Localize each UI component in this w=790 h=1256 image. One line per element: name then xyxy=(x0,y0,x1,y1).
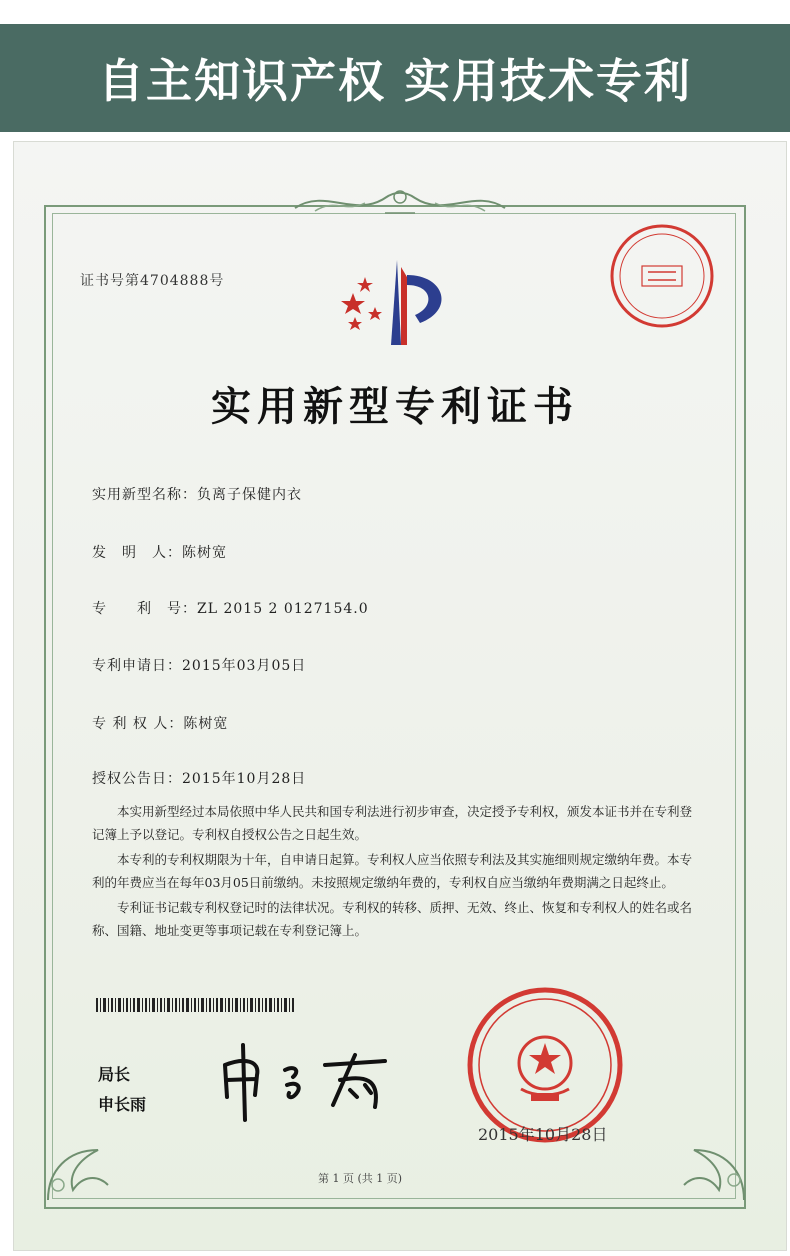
barcode-icon xyxy=(96,998,296,1012)
field-value: 2015年10月28日 xyxy=(182,771,307,787)
page-number: 第 1 页 (共 1 页) xyxy=(317,1172,403,1185)
agency-stamp-icon xyxy=(608,222,716,330)
certificate-title: 实用新型专利证书 xyxy=(211,383,579,430)
signatory-title: 局长 xyxy=(98,1065,131,1084)
official-seal-icon xyxy=(465,985,625,1145)
banner-title: 自主知识产权 实用技术专利 xyxy=(97,54,692,108)
field-utility-model-name xyxy=(92,484,302,504)
seal-date: 2015年10月28日 xyxy=(478,1125,608,1144)
field-value: 2015年03月05日 xyxy=(182,658,307,674)
field-patentee xyxy=(92,713,228,733)
field-label: 专利申请日： xyxy=(92,658,182,674)
body-paragraph: 本专利的专利权期限为十年，自申请日起算。专利权人应当依照专利法及其实施细则规定缴纳年费。本专利的年费应当在每年03月05日前缴纳。未按照规定缴纳年费的，专利权自应当缴纳年费期满之日起终止。 xyxy=(92,852,693,890)
body-paragraph: 本实用新型经过本局依照中华人民共和国专利法进行初步审查，决定授予专利权，颁发本证书并在专利登记簿上予以登记。专利权自授权公告之日起生效。 xyxy=(92,804,693,842)
field-value: 负离子保健内衣 xyxy=(197,487,302,503)
field-label: 专 利 号： xyxy=(92,601,197,617)
field-label: 授权公告日： xyxy=(92,771,182,787)
field-application-date xyxy=(92,655,306,675)
field-inventor xyxy=(92,542,227,562)
corner-ornament-icon xyxy=(664,1120,754,1210)
certificate-number: 证书号第4704888号 xyxy=(80,273,225,289)
field-label: 专 利 权 人： xyxy=(92,716,184,732)
field-patent-number xyxy=(92,598,369,618)
top-ornament-icon xyxy=(285,183,515,223)
field-value: 陈树宽 xyxy=(182,545,227,561)
patent-office-emblem-icon xyxy=(335,255,475,355)
handwritten-signature-icon xyxy=(215,1035,395,1125)
field-value: 陈树宽 xyxy=(183,716,229,732)
certificate-body-text xyxy=(92,800,692,944)
signatory-name: 申长雨 xyxy=(98,1095,147,1114)
field-value: ZL 2015 2 0127154.0 xyxy=(197,601,369,617)
body-paragraph: 专利证书记载专利权登记时的法律状况。专利权的转移、质押、无效、终止、恢复和专利权人的姓名或名称、国籍、地址变更等事项记载在专利登记簿上。 xyxy=(92,900,693,938)
header-banner xyxy=(0,24,790,132)
field-label: 发 明 人： xyxy=(92,545,182,561)
field-grant-date xyxy=(92,768,306,788)
field-label: 实用新型名称： xyxy=(92,487,197,503)
